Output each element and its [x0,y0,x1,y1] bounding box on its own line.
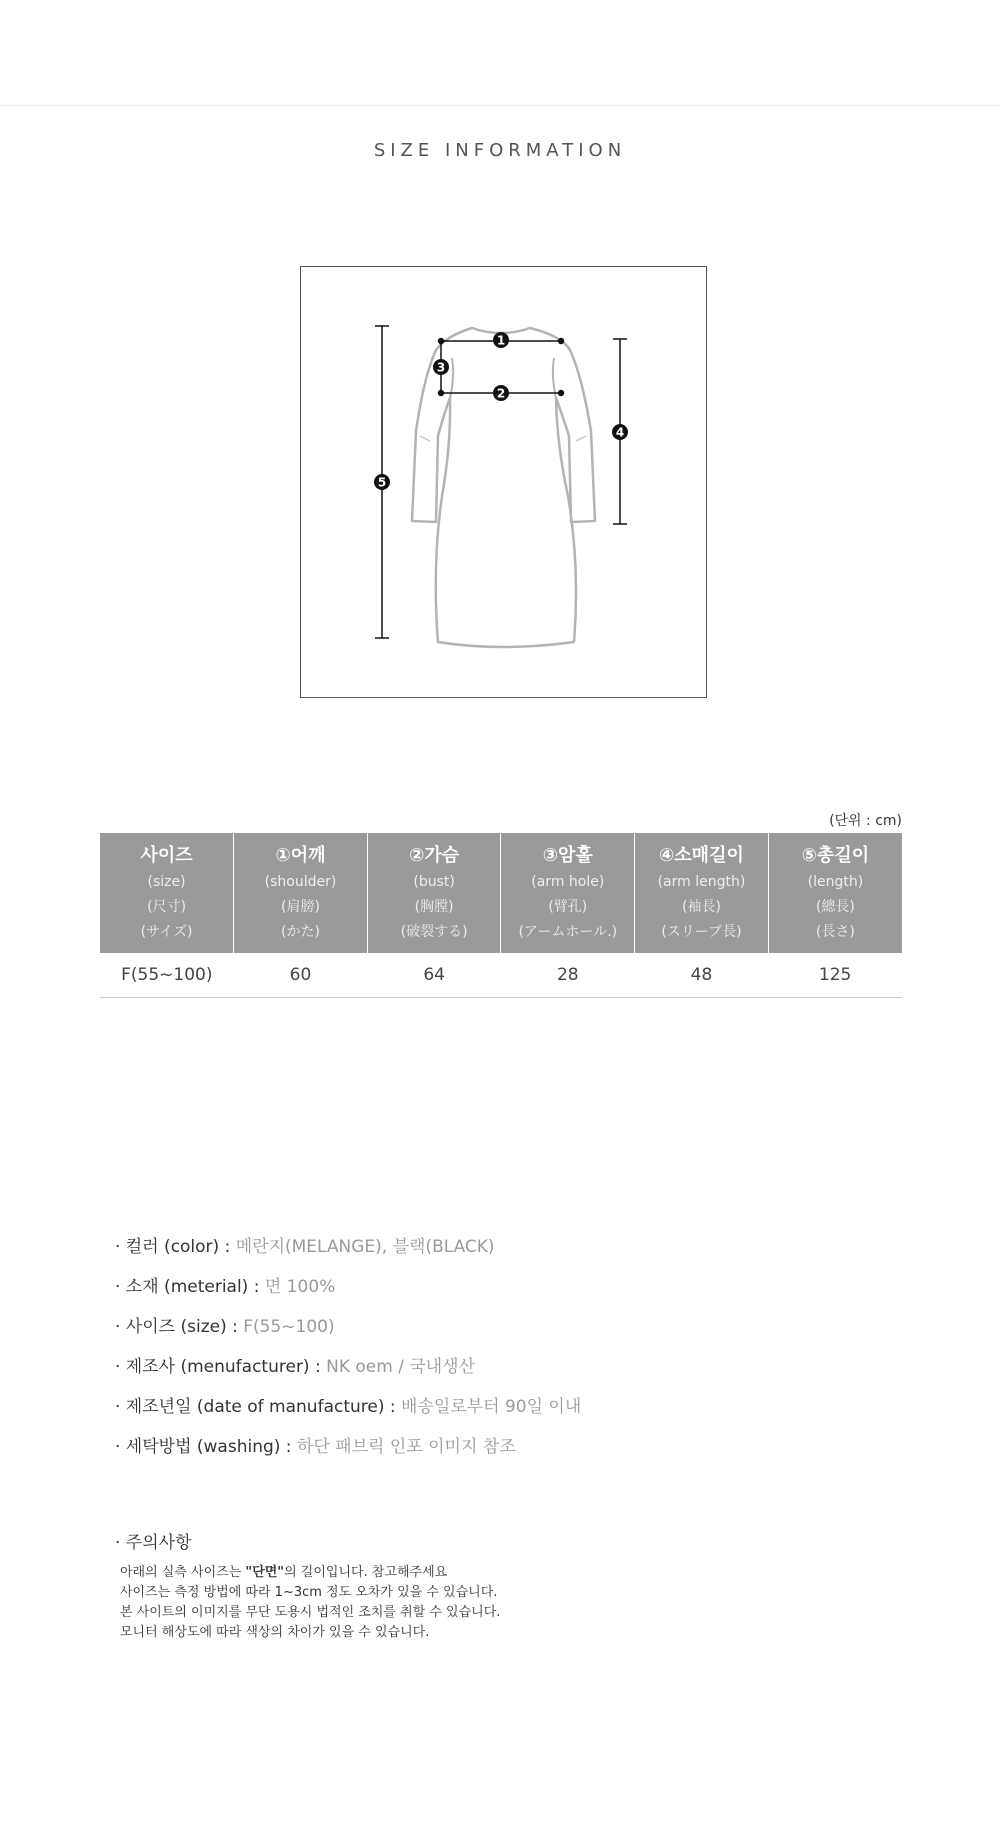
cell-length: 125 [768,953,902,998]
notice-line: 모니터 해상도에 따라 색상의 차이가 있을 수 있습니다. [120,1625,430,1640]
marker-2 [493,385,509,401]
header-zh: (胸膛) [414,898,454,915]
header-arm-length [635,833,769,953]
header-armhole [501,833,635,953]
info-value: NK oem / 국내생산 [326,1357,476,1377]
header-zh: (肩膀) [281,898,320,915]
notice-text: 아래의 실측 사이즈는 [120,1565,246,1580]
header-main: ①어깨 [275,844,326,866]
notice-line: 본 사이트의 이미지를 무단 도용시 법적인 조치를 취할 수 있습니다. [120,1605,501,1620]
header-ja: (破裂する) [400,923,468,940]
diagram-frame [301,267,707,698]
header-ja: (スリーブ長) [661,923,742,940]
notice-emphasis: "단면" [245,1565,285,1580]
header-length [768,833,902,953]
size-table [100,833,902,998]
info-label: · 사이즈 (size) : [115,1317,244,1337]
dress-diagram-svg [300,266,707,698]
info-value: 면 100% [264,1277,336,1297]
header-ja: (長さ) [815,923,855,940]
header-ja: (かた) [281,923,320,940]
bust-left-dot [439,391,444,396]
info-manufacturer [115,1352,915,1392]
header-main: ②가슴 [409,844,460,866]
info-label: · 컬러 (color) : [115,1237,236,1257]
info-value: 메란지(MELANGE), 블랙(BLACK) [235,1237,495,1257]
info-date [115,1392,915,1432]
info-value: F(55~100) [243,1317,335,1337]
header-main: ⑤총길이 [801,844,870,866]
unit-label: (단위 : cm) [829,813,902,829]
svg-text:2: 2 [496,386,506,401]
header-zh: (袖長) [681,898,721,915]
info-washing [115,1432,915,1472]
marker-4 [612,424,628,440]
header-en: (arm length) [657,873,746,890]
svg-text:5: 5 [377,475,387,490]
header-size [100,833,234,953]
notice-lines [115,1563,915,1643]
header-zh: (臂孔) [548,898,588,915]
notice-line: 사이즈는 측정 방법에 따라 1~3cm 정도 오차가 있을 수 있습니다. [120,1585,498,1600]
header-en: (length) [807,873,864,890]
marker-1 [493,332,509,348]
info-size [115,1312,915,1352]
cell-bust: 64 [367,953,501,998]
marker-3 [433,359,449,375]
header-main: ③암홀 [542,844,593,866]
cell-size: F(55~100) [100,953,234,998]
header-bust [367,833,501,953]
bust-right-dot [559,391,564,396]
table-row [100,953,902,998]
info-material [115,1272,915,1312]
notice-text: 의 길이입니다. 참고해주세요 [284,1565,448,1580]
header-ja: (アームホール.) [518,923,618,940]
product-info-list [115,1232,915,1472]
info-label: · 소재 (meterial) : [115,1277,265,1297]
header-main: ④소매길이 [659,844,744,866]
section-title: SIZE INFORMATION [373,140,627,161]
marker-5 [374,474,390,490]
svg-text:4: 4 [615,425,625,440]
header-zh: (總長) [815,898,855,915]
header-en: (bust) [413,873,455,890]
info-value: 하단 패브릭 인포 이미지 참조 [296,1437,516,1457]
header-en: (shoulder) [264,873,337,890]
header-zh: (尺寸) [147,898,187,915]
shoulder-left-dot [439,339,444,344]
shoulder-right-dot [559,339,564,344]
notice-section [115,1528,915,1643]
info-value: 배송일로부터 90일 이내 [401,1397,582,1417]
header-main: 사이즈 [140,844,193,866]
header-shoulder [234,833,368,953]
svg-text:3: 3 [436,360,446,375]
size-diagram [300,266,707,698]
svg-text:1: 1 [496,333,506,348]
header-en: (size) [147,873,186,890]
notice-heading: · 주의사항 [115,1533,192,1553]
info-label: · 제조년일 (date of manufacture) : [115,1397,402,1417]
top-divider [0,105,1000,106]
cell-shoulder: 60 [234,953,368,998]
cell-armhole: 28 [501,953,635,998]
notice-line [120,1563,915,1583]
header-en: (arm hole) [531,873,605,890]
table-header-row [100,833,902,953]
info-color [115,1232,915,1272]
cell-arm-length: 48 [635,953,769,998]
info-label: · 제조사 (menufacturer) : [115,1357,327,1377]
header-ja: (サイズ) [140,923,193,940]
info-label: · 세탁방법 (washing) : [115,1437,297,1457]
